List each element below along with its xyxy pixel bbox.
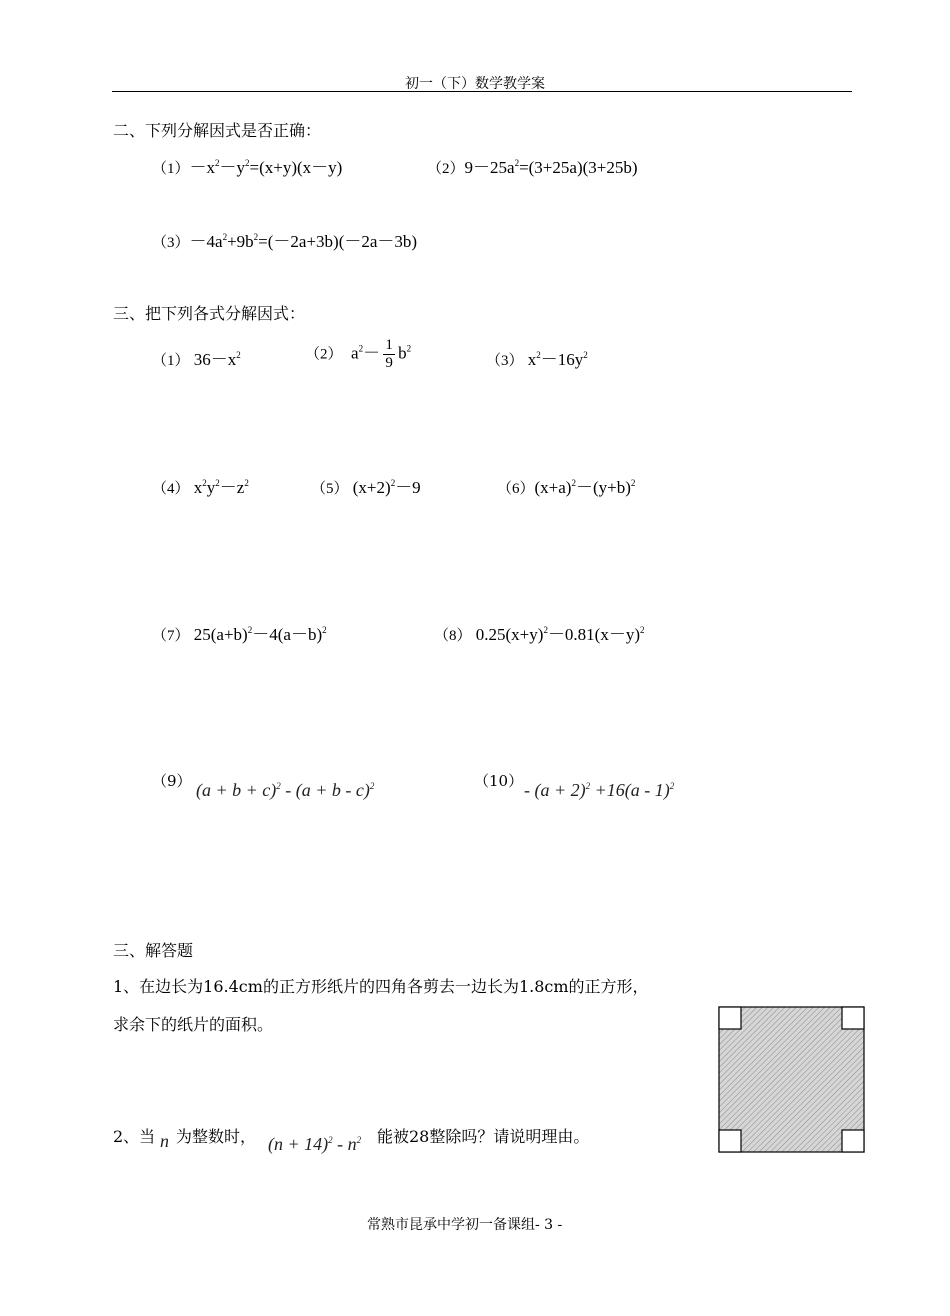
problem-2-variable: n xyxy=(160,1131,169,1151)
page-footer: 常熟市昆承中学初一备课组- 3 - xyxy=(367,1217,563,1233)
problem-2-question: 能被28整除吗？请说明理由。 xyxy=(377,1127,590,1146)
problem-1-line-1: 1、在边长为16.4cm的正方形纸片的四角各剪去一边长为1.8cm的正方形， xyxy=(113,977,649,996)
exercise-3-10-expr: - $(a + 2)^2 +16(a - 1)^2$ xyxy=(524,780,675,800)
exercise-3-1: （1） $36-x^2$ xyxy=(152,350,241,369)
cut-square-figure xyxy=(718,1006,866,1154)
problem-2-condition: 为整数时， xyxy=(176,1127,257,1146)
exercise-3-9-expr: $(a + b + c)^2 - (a + b - c)^2$ xyxy=(196,780,375,800)
exercise-3-10-number: （10） xyxy=(474,772,524,790)
exercise-3-2: （2） $a^2-$ $\frac{1}{9}$ $b^2$ xyxy=(305,337,412,371)
exercise-2-2: $(2)9-25a^2=(3+25a)(3+25b)$ xyxy=(427,158,638,177)
exercise-3-6: $(6)(x+a)^2-(y+b)^2$ xyxy=(497,478,636,497)
exercise-3-8: （8） $0.25(x+y)^2-0.81(x-y)^2$ xyxy=(434,625,645,644)
exercise-2-1: $(1)-x^2-y^2=(x+y)(x-y)$ xyxy=(152,158,343,177)
exercise-3-9-number: （9） xyxy=(152,772,192,790)
exercise-3-5: （5） $(x+2)^2-9$ xyxy=(311,478,421,497)
page-header: 初一（下）数学教学案 xyxy=(405,76,545,92)
header-rule xyxy=(112,91,852,92)
exercise-3-7: （7） $25(a+b)^2-4(a-b)^2$ xyxy=(152,625,327,644)
section-heading: 二、下列分解因式是否正确： xyxy=(113,121,322,140)
fraction: $\frac{1}{9}$ xyxy=(383,337,395,372)
exercise-3-3: （3） $x^2-16y^2$ xyxy=(486,350,588,369)
exercise-3-4: （4） $x^2y^2-z^2$ xyxy=(152,478,249,497)
problem-2-expression: $(n + 14)^2 - n^2$ xyxy=(268,1134,362,1154)
section-heading: 三、把下列各式分解因式： xyxy=(113,304,306,323)
problem-2-prefix: 2、当 xyxy=(113,1127,156,1146)
exercise-2-3: $(3)-4a^2+9b^2=(-2a+3b)(-2a-3b)$ xyxy=(152,232,418,251)
problem-1-line-2: 求余下的纸片的面积。 xyxy=(113,1015,274,1034)
section-heading: 三、解答题 xyxy=(113,941,194,960)
